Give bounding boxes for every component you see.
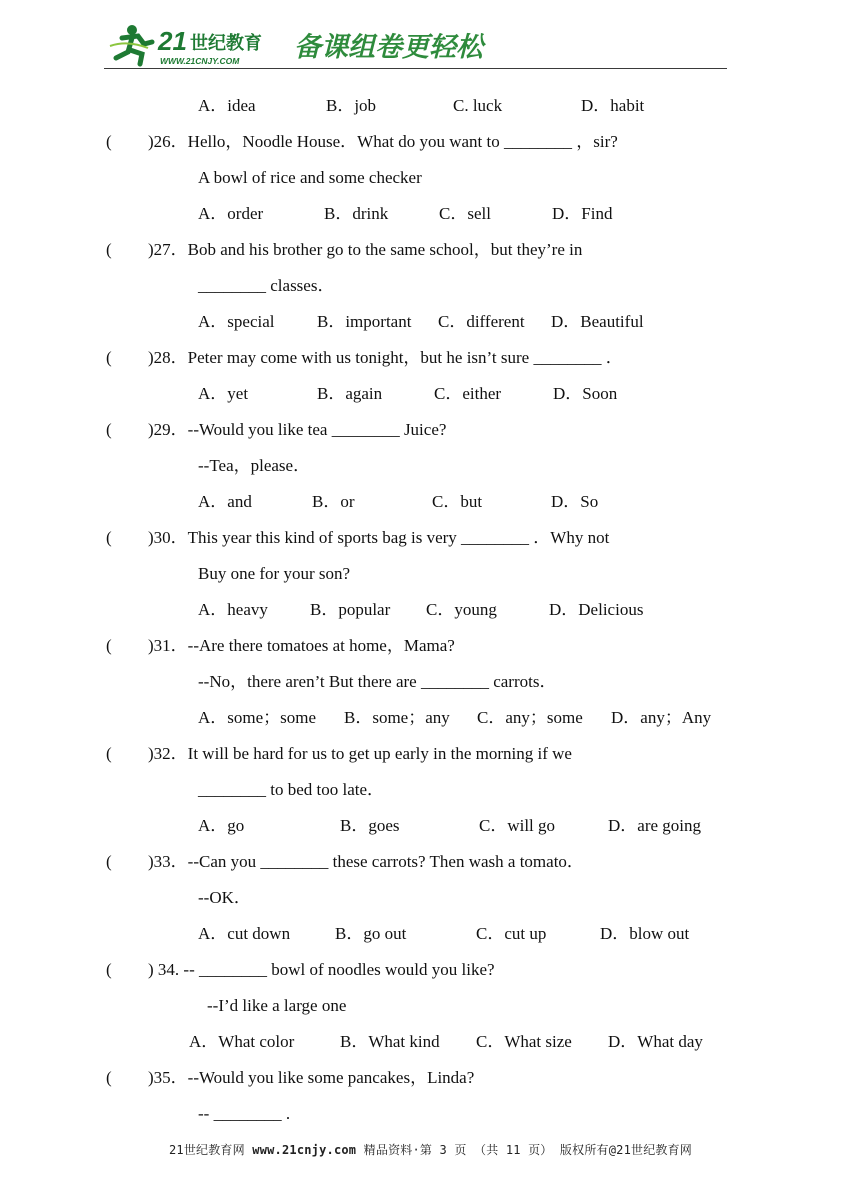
- option-a: A．order: [198, 204, 264, 223]
- logo-cn: 世纪教育: [190, 33, 262, 54]
- question-26-cont: A bowl of rice and some checker: [198, 168, 422, 187]
- footer-page-info: 精品资料·第 3 页 （共 11 页） 版权所有@21世纪教育网: [363, 1143, 692, 1157]
- option-d: D．Soon: [553, 384, 618, 403]
- option-d: D．What day: [608, 1032, 703, 1051]
- option-a: A．heavy: [198, 600, 268, 619]
- answer-paren: (: [106, 240, 112, 259]
- runner-logo-icon: [110, 25, 152, 64]
- question-28: )28．Peter may come with us tonight，but he isn’t sure ________ ．: [148, 348, 623, 367]
- option-c: C. luck: [453, 96, 503, 115]
- answer-paren: (: [106, 744, 112, 763]
- option-d: D．Beautiful: [551, 312, 644, 331]
- question-29-cont: --Tea，please．: [198, 456, 311, 475]
- option-d: D．Delicious: [549, 600, 644, 619]
- answer-paren: (: [106, 528, 112, 547]
- answer-paren: (: [106, 1068, 112, 1087]
- option-c: C．any；some: [477, 708, 583, 727]
- question-31-cont: --No，there aren’t But there are ________ carrots．: [198, 672, 557, 691]
- question-27-cont: ________ classes．: [198, 276, 335, 295]
- option-a: A．cut down: [198, 924, 291, 943]
- logo-number: 21: [158, 26, 187, 56]
- option-b: B．again: [317, 384, 383, 403]
- option-a: A．some；some: [198, 708, 317, 727]
- footer-site-cn: 21世纪教育网: [168, 1143, 245, 1157]
- answer-paren: (: [106, 420, 112, 439]
- answer-paren: (: [106, 960, 112, 979]
- option-d: D．any；Any: [611, 708, 712, 727]
- option-a: A．What color: [189, 1032, 295, 1051]
- option-c: C．young: [426, 600, 497, 619]
- question-27: )27．Bob and his brother go to the same school，but they’re in: [148, 240, 583, 259]
- option-a: A．idea: [198, 96, 256, 115]
- option-c: C．sell: [439, 204, 491, 223]
- option-b: B．important: [317, 312, 412, 331]
- page-footer: [0, 1141, 861, 1158]
- option-b: B．What kind: [340, 1032, 440, 1051]
- logo-url: WWW.21CNJY.COM: [160, 56, 240, 66]
- option-b: B．or: [312, 492, 355, 511]
- option-a: A．yet: [198, 384, 249, 403]
- logo: [108, 22, 528, 68]
- question-29: )29．--Would you like tea ________ Juice?: [148, 420, 447, 439]
- page-header: [0, 0, 861, 72]
- option-d: D．are going: [608, 816, 702, 835]
- option-c: C．different: [438, 312, 525, 331]
- option-c: C．What size: [476, 1032, 572, 1051]
- option-b: B．drink: [324, 204, 389, 223]
- answer-paren: (: [106, 852, 112, 871]
- slogan: 备课组卷更轻松: [294, 32, 483, 63]
- option-b: B．popular: [310, 600, 391, 619]
- question-26: )26．Hello，Noodle House．What do you want to ________ ，sir?: [148, 132, 618, 151]
- question-35: )35．--Would you like some pancakes，Linda?: [148, 1068, 475, 1087]
- option-a: A．and: [198, 492, 252, 511]
- header-divider: [104, 68, 727, 69]
- footer-site-url[interactable]: www.21cnjy.com: [252, 1143, 357, 1157]
- option-b: B．goes: [340, 816, 400, 835]
- question-35-cont: -- ________ .: [198, 1104, 291, 1123]
- option-d: D．So: [551, 492, 599, 511]
- option-a: A．go: [198, 816, 245, 835]
- question-32: )32．It will be hard for us to get up early in the morning if we: [148, 744, 572, 763]
- option-d: D．habit: [581, 96, 645, 115]
- option-d: D．blow out: [600, 924, 690, 943]
- question-31: )31．--Are there tomatoes at home，Mama?: [148, 636, 455, 655]
- question-34: ) 34. -- ________ bowl of noodles would you like?: [148, 960, 495, 979]
- option-c: C．cut up: [476, 924, 547, 943]
- option-b: B．go out: [335, 924, 407, 943]
- question-30-cont: Buy one for your son?: [198, 564, 351, 583]
- option-b: B．job: [326, 96, 377, 115]
- option-c: C．either: [434, 384, 502, 403]
- option-d: D．Find: [552, 204, 613, 223]
- option-a: A．special: [198, 312, 275, 331]
- question-34-cont: --I’d like a large one: [207, 996, 347, 1015]
- answer-paren: (: [106, 348, 112, 367]
- answer-paren: (: [106, 132, 112, 151]
- question-33-cont: --OK．: [198, 888, 251, 907]
- answer-paren: (: [106, 636, 112, 655]
- question-32-cont: ________ to bed too late．: [198, 780, 385, 799]
- question-30: )30．This year this kind of sports bag is very ________ ．Why not: [148, 528, 610, 547]
- option-c: C．will go: [479, 816, 556, 835]
- option-c: C．but: [432, 492, 483, 511]
- question-33: )33．--Can you ________ these carrots? Then wash a tomato．: [148, 852, 584, 871]
- option-b: B．some；any: [344, 708, 450, 727]
